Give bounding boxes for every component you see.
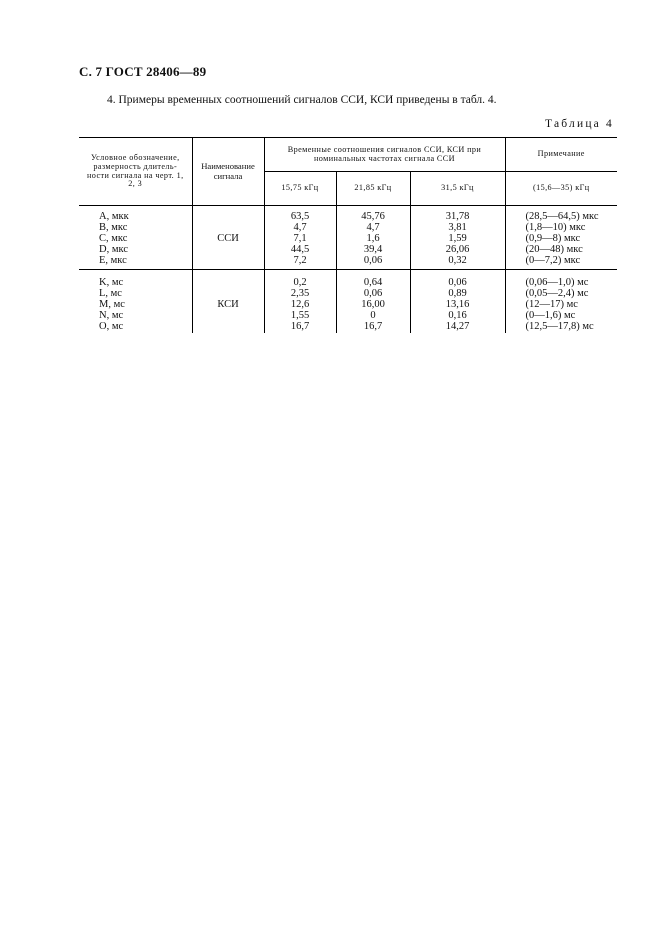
table-row-group-ksi [79, 270, 617, 334]
freq-1-cell: 0,2 2,35 12,6 1,55 16,7 [264, 270, 336, 334]
designation-cell: K, мс L, мс M, мс N, мс O, мс [79, 270, 192, 334]
timing-table [79, 137, 617, 333]
header-note-range: (15,6—35) кГц [505, 172, 617, 206]
header-freq-3: 31,5 кГц [410, 172, 505, 206]
note-cell: (28,5—64,5) мкс (1,8—10) мкс (0,9—8) мкс (20—48) мкс (0—7,2) мкс [525, 211, 599, 267]
header-freq-1: 15,75 кГц [264, 172, 336, 206]
freq-1-cell: 63,5 4,7 7,1 44,5 7,2 [264, 206, 336, 270]
header-time-relations: Временные соотношения сигналов ССИ, КСИ при номинальных частотах сигнала ССИ [264, 138, 505, 172]
freq-3-cell: 31,78 3,81 1,59 26,06 0,32 [410, 206, 505, 270]
header-note: Примечание [505, 138, 617, 172]
table-row-group-ssi [79, 206, 617, 270]
freq-2-cell: 0,64 0,06 16,00 0 16,7 [336, 270, 410, 334]
table-caption: Таблица 4 [545, 118, 614, 130]
freq-3-cell: 0,06 0,89 13,16 0,16 14,27 [410, 270, 505, 334]
header-freq-2: 21,85 кГц [336, 172, 410, 206]
signal-name-cell: КСИ [192, 270, 264, 334]
freq-2-cell: 45,76 4,7 1,6 39,4 0,06 [336, 206, 410, 270]
header-designation: Условное обозначение, размерность длитель-ности сигнала на черт. 1, 2, 3 [79, 138, 192, 206]
intro-paragraph: 4. Примеры временных соотношений сигналов ССИ, КСИ приведены в табл. 4. [107, 94, 497, 106]
header-signal-name: Наименование сигнала [192, 138, 264, 206]
note-cell: (0,06—1,0) мс (0,05—2,4) мс (12—17) мс (0—1,6) мс (12,5—17,8) мс [505, 270, 617, 334]
designation-cell: A, мкк B, мкс C, мкс D, мкс E, мкс [79, 206, 192, 270]
page-header: С. 7 ГОСТ 28406—89 [79, 64, 207, 79]
signal-name-cell: ССИ [192, 206, 264, 270]
